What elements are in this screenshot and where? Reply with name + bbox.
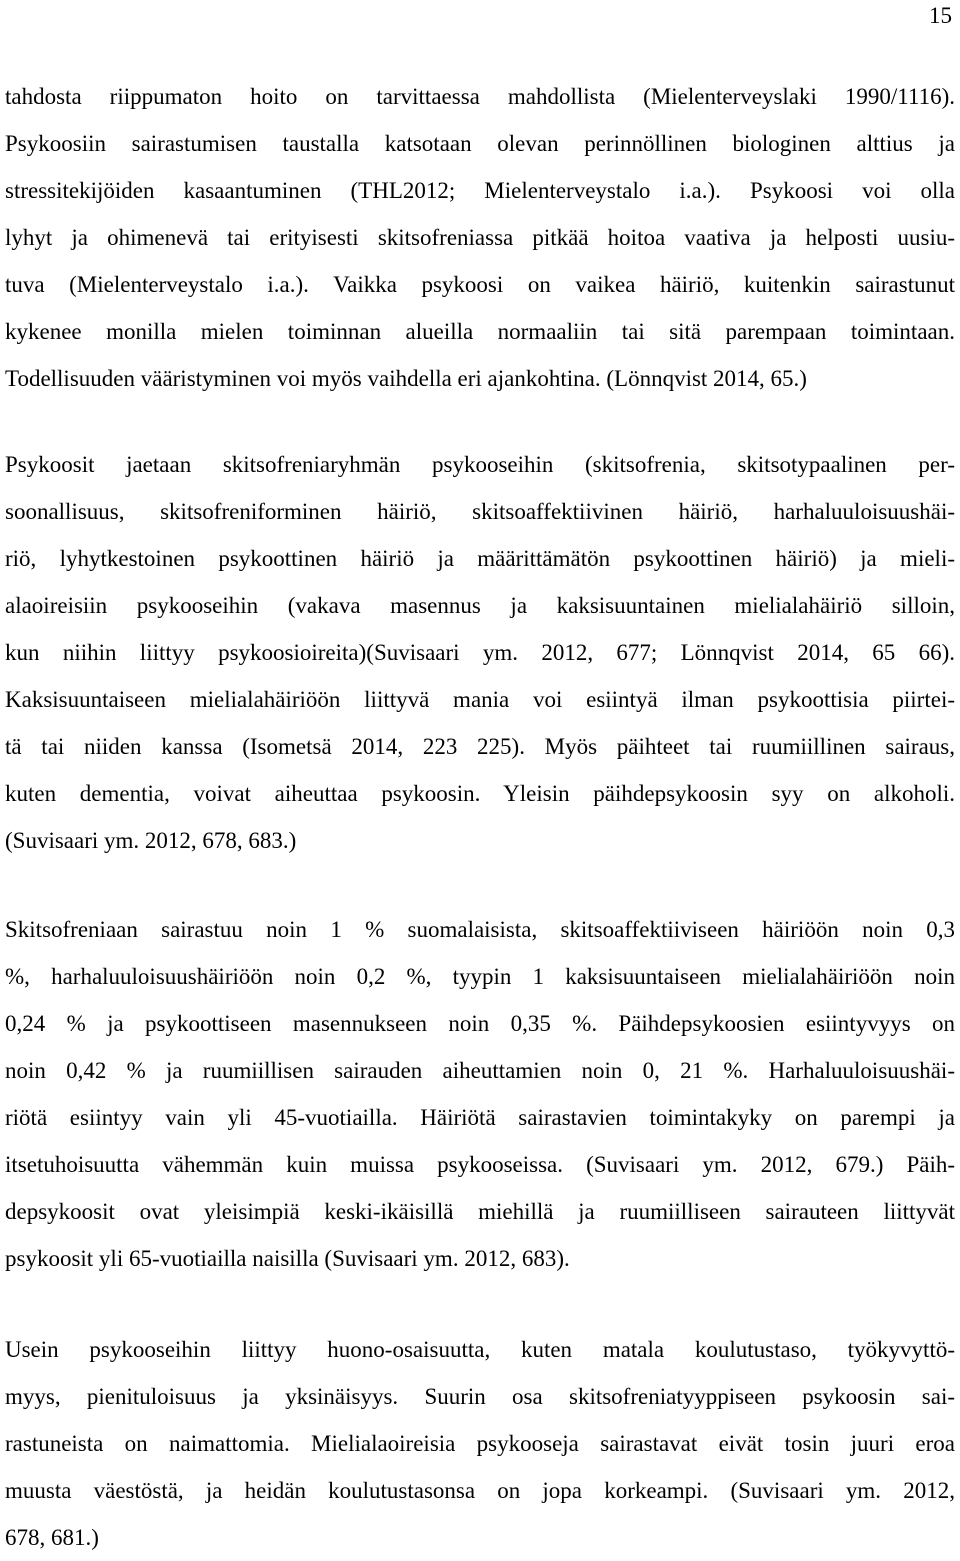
text-line: myys, pienituloisuus ja yksinäisyys. Suurin osa skitsofreniatyyppiseen psykoosin sai- xyxy=(5,1384,955,1409)
text-line: tä tai niiden kanssa (Isometsä 2014, 223 225). Myös päihteet tai ruumiillinen sairaus, xyxy=(5,734,955,759)
text-line: kykenee monilla mielen toiminnan alueilla normaaliin tai sitä parempaan toimintaan. xyxy=(5,319,955,344)
text-line: riö, lyhytkestoinen psykoottinen häiriö ja määrittämätön psykoottinen häiriö) ja mieli- xyxy=(5,546,955,571)
paragraph-social-factors xyxy=(5,1326,955,1561)
text-line: 0,24 % ja psykoottiseen masennukseen noin 0,35 %. Päihdepsykoosien esiintyvyys on xyxy=(5,1011,955,1036)
text-line: itsetuhoisuutta vähemmän kuin muissa psykooseissa. (Suvisaari ym. 2012, 679.) Päih- xyxy=(5,1152,955,1177)
text-line: noin 0,42 % ja ruumiillisen sairauden aiheuttamien noin 0, 21 %. Harhaluuloisuushäi- xyxy=(5,1058,955,1083)
paragraph-psychosis-classification xyxy=(5,441,955,864)
text-line: lyhyt ja ohimenevä tai erityisesti skitsofreniassa pitkää hoitoa vaativa ja helposti uusiu- xyxy=(5,225,955,250)
text-line: muusta väestöstä, ja heidän koulutustasonsa on jopa korkeampi. (Suvisaari ym. 2012, xyxy=(5,1478,955,1503)
text-line: %, harhaluuloisuushäiriöön noin 0,2 %, tyypin 1 kaksisuuntaiseen mielialahäiriöön noin xyxy=(5,964,955,989)
text-line: Usein psykooseihin liittyy huono-osaisuutta, kuten matala koulutustaso, työkyvyttö- xyxy=(5,1337,955,1362)
text-line: Psykoosit jaetaan skitsofreniaryhmän psykooseihin (skitsofrenia, skitsotypaalinen per- xyxy=(5,452,955,477)
text-line: depsykoosit ovat yleisimpiä keski-ikäisillä miehillä ja ruumiilliseen sairauteen liittyvät xyxy=(5,1199,955,1224)
text-line: stressitekijöiden kasaantuminen (THL2012; Mielenterveystalo i.a.). Psykoosi voi olla xyxy=(5,178,955,203)
page-number: 15 xyxy=(929,3,952,28)
text-line: kun niihin liittyy psykoosioireita)(Suvisaari ym. 2012, 677; Lönnqvist 2014, 65 66). xyxy=(5,640,955,665)
text-line: kuten dementia, voivat aiheuttaa psykoosin. Yleisin päihdepsykoosin syy on alkoholi. xyxy=(5,781,955,806)
text-line: Todellisuuden vääristyminen voi myös vaihdella eri ajankohtina. (Lönnqvist 2014, 65.) xyxy=(5,366,807,391)
paragraph-prevalence xyxy=(5,906,955,1282)
text-line: Skitsofreniaan sairastuu noin 1 % suomalaisista, skitsoaffektiiviseen häiriöön noin 0,3 xyxy=(5,917,955,942)
text-line: riötä esiintyy vain yli 45-vuotiailla. Häiriötä sairastavien toimintakyky on parempi ja xyxy=(5,1105,955,1130)
text-line: 678, 681.) xyxy=(5,1525,99,1550)
text-line: tahdosta riippumaton hoito on tarvittaessa mahdollista (Mielenterveyslaki 1990/1116). xyxy=(5,84,955,109)
text-line: psykoosit yli 65-vuotiailla naisilla (Suvisaari ym. 2012, 683). xyxy=(5,1246,570,1271)
text-line: (Suvisaari ym. 2012, 678, 683.) xyxy=(5,828,297,853)
paragraph-psychosis-overview xyxy=(5,73,955,402)
text-line: Kaksisuuntaiseen mielialahäiriöön liittyvä mania voi esiintyä ilman psykoottisia piirtei- xyxy=(5,687,955,712)
text-line: tuva (Mielenterveystalo i.a.). Vaikka psykoosi on vaikea häiriö, kuitenkin sairastunut xyxy=(5,272,955,297)
text-line: rastuneista on naimattomia. Mielialaoireisia psykooseja sairastavat eivät tosin juuri eroa xyxy=(5,1431,955,1456)
text-line: Psykoosiin sairastumisen taustalla katsotaan olevan perinnöllinen biologinen alttius ja xyxy=(5,131,955,156)
text-line: alaoireisiin psykooseihin (vakava masennus ja kaksisuuntainen mielialahäiriö silloin, xyxy=(5,593,955,618)
text-line: soonallisuus, skitsofreniforminen häiriö, skitsoaffektiivinen häiriö, harhaluuloisuushäi- xyxy=(5,499,955,524)
